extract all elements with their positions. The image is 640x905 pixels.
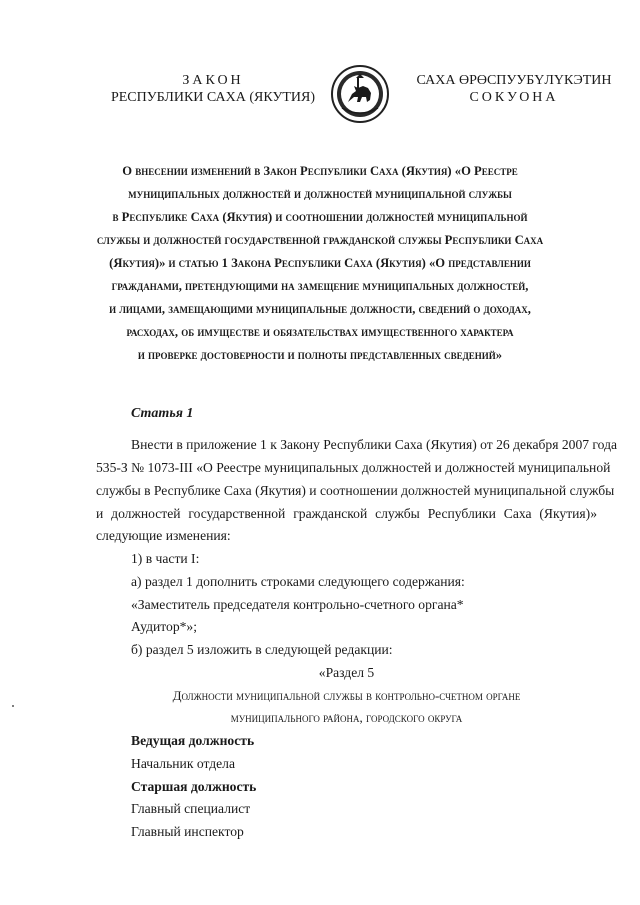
paragraph-line: Внести в приложение 1 к Закону Республики Саха (Якутия) от 26 декабря 2007 года	[131, 437, 618, 452]
title-line: и лицами, замещающими муниципальные должности, сведений о доходах,	[109, 302, 531, 316]
header-right-block	[414, 72, 614, 106]
yakutia-coat-of-arms-icon	[330, 64, 390, 124]
senior-position-item: Главный специалист	[131, 801, 251, 816]
list-item-b: б) раздел 5 изложить в следующей редакции:	[131, 642, 393, 657]
article-heading: Статья 1	[131, 406, 194, 421]
list-item-a: а) раздел 1 дополнить строками следующего содержания:	[131, 574, 465, 589]
header-republic-name: РЕСПУБЛИКИ САХА (ЯКУТИЯ)	[110, 90, 316, 105]
section-title-line-2: муниципального района, городского округа	[230, 710, 463, 725]
senior-position-heading: Старшая должность	[131, 779, 257, 794]
header-yakut-republic: САХА ӨРӨСПУУБҮЛҮКЭТИН	[416, 73, 612, 88]
senior-position-item: Главный инспектор	[131, 824, 244, 839]
list-item-1: 1) в части I:	[131, 551, 200, 566]
section-label: «Раздел 5	[318, 665, 375, 680]
lead-position-item: Начальник отдела	[131, 756, 235, 771]
quote-line-1: «Заместитель председателя контрольно-счетного органа*	[131, 597, 464, 612]
title-line: муниципальных должностей и должностей муниципальной службы	[128, 187, 512, 201]
title-line: в Республике Саха (Якутия) и соотношении должностей муниципальной	[112, 210, 528, 224]
title-line: расходах, об имуществе и обязательствах имущественного характера	[126, 325, 514, 339]
scan-speck	[12, 705, 14, 707]
title-line: О внесении изменений в Закон Республики Саха (Якутия) «О Реестре	[122, 164, 518, 178]
header-law-word: ЗАКОН	[182, 73, 244, 88]
document-title	[74, 160, 566, 367]
paragraph-line: 535-З № 1073-III «О Реестре муниципальных должностей и должностей муниципальной	[96, 460, 611, 475]
paragraph-line: и должностей государственной гражданской службы Республики Саха (Якутия)»	[96, 506, 597, 521]
title-line: службы и должностей государственной гражданской службы Республики Саха	[96, 233, 544, 247]
header-left-block	[108, 72, 318, 106]
title-line: гражданами, претендующими на замещение муниципальных должностей,	[111, 279, 529, 293]
title-line: и проверке достоверности и полноты представленных сведений»	[137, 348, 503, 362]
paragraph-line: службы в Республике Саха (Якутия) и соотношении должностей муниципальной службы	[96, 483, 615, 498]
paragraph-line: следующие изменения:	[96, 528, 231, 543]
header-yakut-law-word: СОКУОНА	[469, 90, 559, 105]
title-line: (Якутия)» и статью 1 Закона Республики Саха (Якутия) «О представлении	[109, 256, 531, 270]
quote-line-2: Аудитор*»;	[131, 619, 197, 634]
lead-position-heading: Ведущая должность	[131, 733, 255, 748]
section-title-line-1: Должности муниципальной службы в контрольно-счетном органе	[172, 688, 521, 703]
